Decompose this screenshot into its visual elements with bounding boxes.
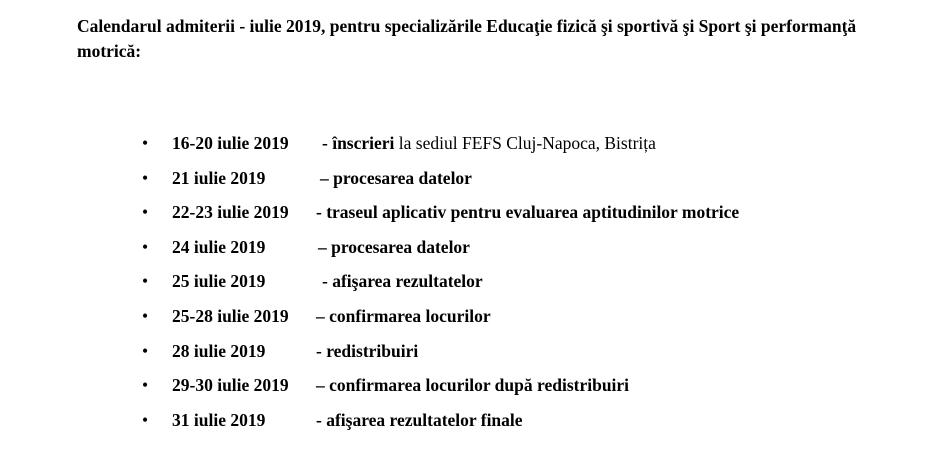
schedule-description (316, 407, 523, 433)
schedule-action: - afişarea rezultatelor (322, 271, 483, 292)
bullet-icon: • (142, 375, 149, 396)
schedule-description (318, 234, 470, 260)
schedule-date: 31 iulie 2019 (172, 409, 266, 430)
bullet-icon: • (142, 133, 149, 153)
schedule-action: - afişarea rezultatelor finale (316, 409, 523, 430)
bullet-icon: • (142, 167, 149, 188)
schedule-action: - înscrieri (322, 133, 395, 153)
schedule-action: – procesarea datelor (320, 167, 472, 188)
schedule-description (320, 165, 472, 191)
schedule-date: 21 iulie 2019 (172, 167, 266, 188)
schedule-action: – confirmarea locurilor după redistribuiri (316, 375, 630, 396)
schedule-description (322, 130, 656, 156)
schedule-action: - traseul aplicativ pentru evaluarea aptitudinilor motrice (316, 202, 740, 223)
bullet-icon: • (142, 409, 149, 430)
schedule-action: – confirmarea locurilor (316, 305, 491, 326)
schedule-description (316, 303, 491, 329)
schedule-date: 16-20 iulie 2019 (172, 133, 289, 153)
schedule-date: 28 iulie 2019 (172, 340, 266, 361)
bullet-icon: • (142, 305, 149, 326)
bullet-icon: • (142, 202, 149, 223)
schedule-description (316, 338, 418, 364)
bullet-icon: • (142, 236, 149, 257)
schedule-date: 25 iulie 2019 (172, 271, 266, 292)
schedule-description (322, 268, 483, 294)
bullet-icon: • (142, 271, 149, 292)
schedule-date: 22-23 iulie 2019 (172, 202, 289, 223)
schedule-description (316, 199, 739, 225)
schedule-date: 29-30 iulie 2019 (172, 375, 289, 396)
schedule-description (316, 372, 629, 398)
schedule-date: 25-28 iulie 2019 (172, 305, 289, 326)
schedule-detail: la sediul FEFS Cluj-Napoca, Bistrița (394, 133, 656, 153)
schedule-date: 24 iulie 2019 (172, 236, 266, 257)
bullet-icon: • (142, 340, 149, 361)
schedule-action: – procesarea datelor (318, 236, 470, 257)
schedule-action: - redistribuiri (316, 340, 419, 361)
document-heading: Calendarul admiterii - iulie 2019, pentru specializările Educaţie fizică şi sportivă şi Sport şi performanţă motrică: (77, 16, 857, 61)
